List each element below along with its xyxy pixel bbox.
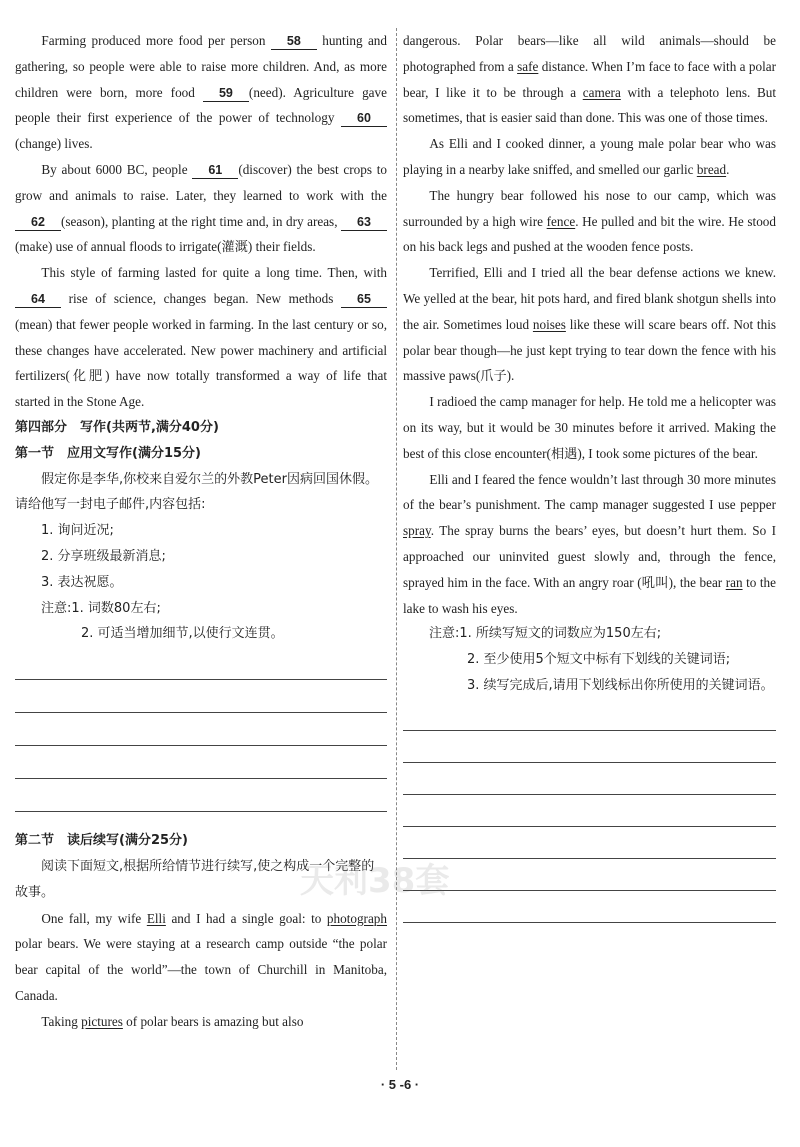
writing-line[interactable] — [403, 730, 776, 731]
section1-note-1: 注意:1. 词数80左右; — [41, 600, 161, 616]
keyword-photograph: photograph — [326, 910, 387, 926]
story-paragraph-3: dangerous. Polar bears—like all wild animals—should be photographed from a safe distance. When I’m face to face with a polar bear, I like it to be through a camera with a telephoto lens. But sometimes, that is easier said than done. This was one of those times. — [403, 33, 777, 126]
story-paragraph-2: Taking pictures of polar bears is amazing but also — [41, 1013, 304, 1029]
writing-line[interactable] — [403, 858, 776, 859]
section2-prompt: 阅读下面短文,根据所给情节进行续写,使之构成一个完整的故事。 — [15, 858, 375, 900]
section1-prompt: 假定你是李华,你校来自爱尔兰的外教Peter因病回国休假。请给他写一封电子邮件,内容包括: — [15, 471, 378, 513]
section1-item-1: 1. 询问近况; — [41, 523, 114, 539]
writing-line[interactable] — [15, 811, 387, 812]
story-paragraph-8: Elli and I feared the fence wouldn’t last through 30 more minutes of the bear’s punishment. The camp manager suggested I use pepper spray. The spray burns the bears’ eyes, but doesn’t hurt them. So I approached our uninvited guest slowly and, through the fence, sprayed him in the face. With an angry roar (吼叫), the bear ran to the lake to wash his eyes. — [403, 471, 776, 616]
writing-lines-left[interactable] — [15, 679, 387, 812]
page-number: · 5 -6 · — [380, 1077, 420, 1092]
story-paragraph-6: Terrified, Elli and I tried all the bear defense actions we knew. We yelled at the bear, hit pots hard, and fired blank shotgun shells into the air. Sometimes loud noises like these will scare bears off. Not this polar bear though—he just kept trying to tear down the fence with his massive paws(爪子). — [403, 265, 776, 384]
keyword-fence: fence — [546, 213, 576, 229]
writing-line[interactable] — [15, 712, 387, 713]
blank-63[interactable]: 63 — [341, 215, 387, 231]
blank-62[interactable]: 62 — [15, 215, 61, 231]
section1-item-2: 2. 分享班级最新消息; — [41, 548, 166, 564]
section2-heading: 第二节 读后续写(满分25分) — [15, 833, 188, 849]
story-paragraph-4: As Elli and I cooked dinner, a young male polar bear who was playing in a nearby lake sniffed, and smelled our garlic bread. — [403, 136, 776, 177]
section2-note-1: 注意:1. 所续写短文的词数应为150左右; — [429, 626, 662, 642]
writing-lines-right[interactable] — [403, 730, 776, 923]
cloze-paragraph-2: By about 6000 BC, people 61 (discover) the best crops to grow and animals to raise. Later, they learned to work with the 62 (season), planting at the right time and, in dry areas, 63(make) use of annual floods to irrigate(灌溉) their fields. — [15, 161, 387, 255]
keyword-bread: bread — [696, 161, 727, 177]
keyword-pictures: pictures — [81, 1013, 123, 1029]
column-divider — [396, 28, 397, 1070]
section1-heading: 第一节 应用文写作(满分15分) — [15, 445, 201, 461]
story-paragraph-7: I radioed the camp manager for help. He told me a helicopter was on its way, but it would be 30 minutes before it arrived. Making the best of this close encounter(相遇), I took some pictures of the bear. — [403, 394, 776, 461]
story-paragraph-5: The hungry bear followed his nose to our camp, which was surrounded by a high wire fence. He pulled and bit the wire. He stood on his back legs and pushed at the wooden fence posts. — [403, 187, 776, 255]
keyword-safe: safe — [517, 58, 539, 74]
left-column — [15, 28, 387, 1035]
writing-line[interactable] — [403, 794, 776, 795]
blank-59[interactable]: 59 — [203, 86, 249, 102]
keyword-elli: Elli — [146, 910, 166, 926]
blank-64[interactable]: 64 — [15, 292, 61, 308]
blank-58[interactable]: 58 — [271, 34, 317, 50]
blank-61[interactable]: 61 — [192, 163, 238, 179]
blank-65[interactable]: 65 — [341, 292, 387, 308]
writing-line[interactable] — [15, 745, 387, 746]
writing-line[interactable] — [403, 890, 776, 891]
writing-line[interactable] — [15, 778, 387, 779]
keyword-noises: noises — [532, 316, 566, 332]
writing-line[interactable] — [403, 762, 776, 763]
section1-item-3: 3. 表达祝愿。 — [41, 574, 123, 590]
cloze-paragraph-3: This style of farming lasted for quite a long time. Then, with 64 rise of science, changes began. New methods 65(mean) that fewer people worked in farming. In the last century or so, these changes have accelerated. New power machinery and artificial fertilizers(化肥) have now totally transformed a way of life that started in the Stone Age. — [15, 265, 387, 410]
blank-60[interactable]: 60 — [341, 111, 387, 127]
keyword-spray: spray — [403, 523, 431, 539]
section1-note-2: 2. 可适当增加细节,以使行文连贯。 — [81, 626, 284, 642]
writing-line[interactable] — [403, 922, 776, 923]
cloze-paragraph-1: Farming produced more food per person 58 hunting and gathering, so people were able to raise more children. And, as more children were born, more food 59 (need). Agriculture gave people their first experience of the power of technology 60(change) lives. — [15, 33, 387, 152]
watermark-text: 天利38套 — [300, 861, 450, 901]
right-column — [403, 28, 776, 923]
writing-line[interactable] — [15, 679, 387, 680]
keyword-camera: camera — [582, 84, 621, 100]
section2-note-2: 2. 至少使用5个短文中标有下划线的关键词语; — [467, 652, 731, 668]
writing-line[interactable] — [403, 826, 776, 827]
part4-heading: 第四部分 写作(共两节,满分40分) — [15, 419, 219, 435]
section2-note-3: 3. 续写完成后,请用下划线标出你所使用的关键词语。 — [467, 677, 774, 693]
keyword-ran: ran — [725, 574, 743, 590]
story-paragraph-1: One fall, my wife Elli and I had a single goal: to photograph polar bears. We were staying at a research camp outside “the polar bear capital of the world”—the town of Churchill in Manitoba, Canada. — [15, 910, 387, 1003]
